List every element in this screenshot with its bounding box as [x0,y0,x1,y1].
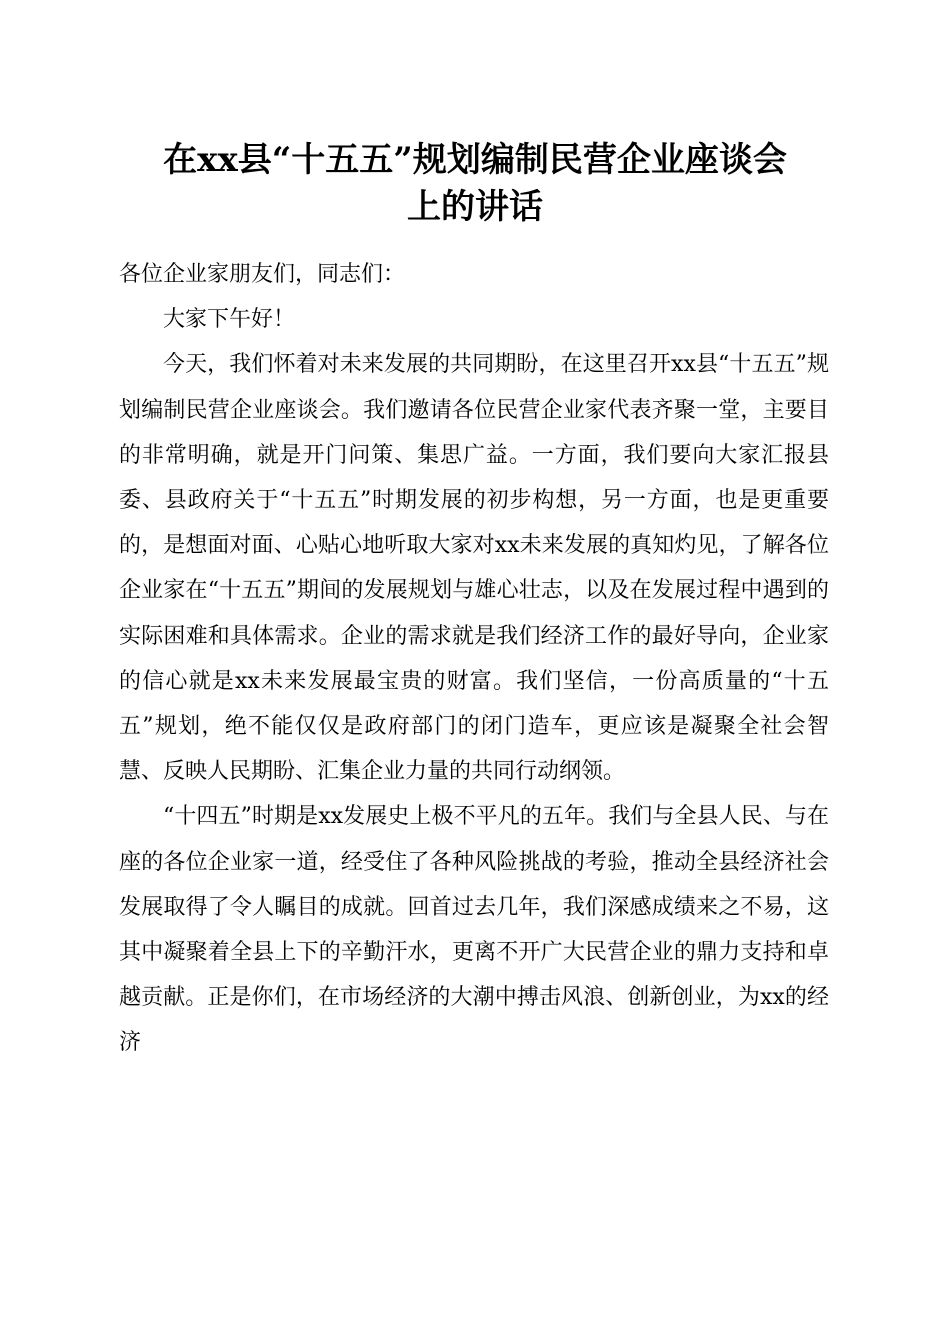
paragraph-1: 今天，我们怀着对未来发展的共同期盼，在这里召开xx县“十五五”规划编制民营企业座谈会。我们邀请各位民营企业家代表齐聚一堂，主要目的非常明确，就是开门问策、集思广益。一方面，我们要向大家汇报县委、县政府关于“十五五”时期发展的初步构想，另一方面，也是更重要的，是想面对面、心贴心地听取大家对xx未来发展的真知灼见，了解各位企业家在“十五五”期间的发展规划与雄心壮志，以及在发展过程中遇到的实际困难和具体需求。企业的需求就是我们经济工作的最好导向，企业家的信心就是xx未来发展最宝贵的财富。我们坚信，一份高质量的“十五五”规划，绝不能仅仅是政府部门的闭门造车，更应该是凝聚全社会智慧、反映人民期盼、汇集企业力量的共同行动纲领。 [119,352,829,785]
document-body [119,252,829,1066]
title-line-2: 上的讲话 [407,187,543,227]
greeting: 大家下午好！ [163,307,296,333]
paragraph-2: “十四五”时期是xx发展史上极不平凡的五年。我们与全县人民、与在座的各位企业家一道，经受住了各种风险挑战的考验，推动全县经济社会发展取得了令人瞩目的成就。回首过去几年，我们深感成绩来之不易，这其中凝聚着全县上下的辛勤汗水，更离不开广大民营企业的鼎力支持和卓越贡献。正是你们，在市场经济的大潮中搏击风浪、创新创业，为xx的经济 [119,804,829,1056]
salutation: 各位企业家朋友们，同志们： [119,262,406,287]
title-line-1: 在xx县“十五五”规划编制民营企业座谈会 [163,140,787,180]
document-title [100,137,850,231]
